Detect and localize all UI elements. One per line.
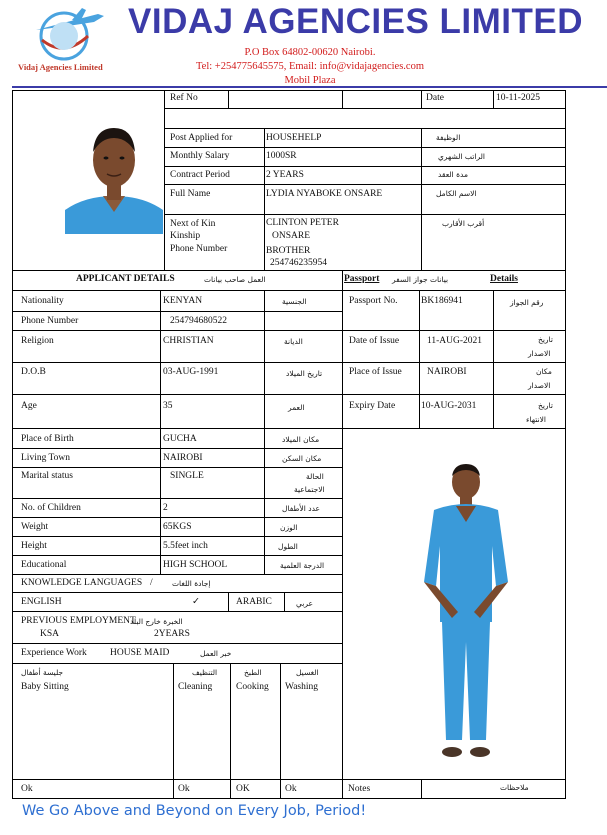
passport-no-label: Passport No.	[349, 296, 398, 306]
date-value: 10-11-2025	[496, 93, 540, 103]
ref-no-label: Ref No	[170, 93, 198, 103]
expiry-label: Expiry Date	[349, 401, 396, 411]
expiry-ar: تاريخ	[538, 401, 553, 410]
children-label: No. of Children	[21, 503, 81, 513]
passport-title: Passport	[344, 274, 380, 284]
salary-value: 1000SR	[266, 151, 297, 161]
washing-label: Washing	[285, 682, 319, 692]
full-name-value: LYDIA NYABOKE ONSARE	[266, 189, 383, 199]
kin-name-1: CLINTON PETER	[266, 218, 339, 228]
weight-label: Weight	[21, 522, 49, 532]
passport-no-ar: رقم الجواز	[510, 298, 544, 307]
nationality-ar: الجنسية	[282, 297, 307, 306]
logo-caption: Vidaj Agencies Limited	[18, 62, 103, 72]
applicant-details-ar: العمل صاحب بيانات	[204, 275, 266, 284]
prev-employment-country: KSA	[40, 629, 60, 639]
applicant-portrait-photo	[65, 112, 163, 234]
marital-label: Marital status	[21, 471, 73, 481]
issue-place-value: NAIROBI	[427, 367, 467, 377]
cleaning-result: Ok	[178, 784, 190, 794]
religion-label: Religion	[21, 336, 54, 346]
birthplace-label: Place of Birth	[21, 434, 74, 444]
cleaning-label: Cleaning	[178, 682, 213, 692]
expiry-value: 10-AUG-2031	[421, 401, 477, 411]
birthplace-value: GUCHA	[163, 434, 197, 444]
contract-value: 2 YEARS	[266, 170, 304, 180]
notes-ar: ملاحظات	[500, 783, 529, 792]
footer-tagline: We Go Above and Beyond on Every Job, Period!	[22, 803, 367, 819]
company-address: P.O Box 64802-00620 Nairobi.	[244, 47, 376, 58]
religion-ar: الديانة	[284, 337, 303, 346]
weight-ar: الوزن	[280, 523, 298, 532]
religion-value: CHRISTIAN	[163, 336, 214, 346]
washing-result: Ok	[285, 784, 297, 794]
children-ar: عدد الأطفال	[282, 504, 320, 513]
post-value: HOUSEHELP	[266, 133, 322, 143]
passport-no-value: BK186941	[421, 296, 463, 306]
languages-slash: /	[150, 578, 153, 588]
issue-date-value: 11-AUG-2021	[427, 336, 483, 346]
issue-date-label: Date of Issue	[349, 336, 400, 346]
height-ar: الطول	[278, 542, 298, 551]
nationality-label: Nationality	[21, 296, 64, 306]
company-name: VIDAJ AGENCIES LIMITED	[128, 2, 584, 41]
kin-label: Next of Kin	[170, 219, 216, 229]
age-ar: العمر	[288, 403, 305, 412]
date-label: Date	[426, 93, 444, 103]
kin-phone: 254746235954	[270, 258, 327, 268]
cooking-label: Cooking	[236, 682, 269, 692]
children-value: 2	[163, 503, 168, 513]
age-value: 35	[163, 401, 173, 411]
marital-ar-2: الاجتماعية	[294, 485, 325, 494]
education-label: Educational	[21, 560, 67, 570]
prev-employment-label: PREVIOUS EMPLOYMENT	[21, 616, 136, 626]
dob-value: 03-AUG-1991	[163, 367, 219, 377]
plane-globe-icon	[28, 6, 108, 62]
full-name-ar: الاسم الكامل	[436, 189, 477, 198]
expiry-ar-2: الانتهاء	[526, 415, 546, 424]
weight-value: 65KGS	[163, 522, 192, 532]
notes-label: Notes	[348, 784, 371, 794]
experience-work-label: Experience Work	[21, 648, 87, 658]
contract-label: Contract Period	[170, 170, 230, 180]
languages-ar: إجادة اللغات	[172, 579, 211, 588]
contract-ar: مدة العقد	[438, 170, 468, 179]
kin-name-2: ONSARE	[272, 231, 311, 241]
marital-value: SINGLE	[170, 471, 204, 481]
washing-ar: الغسيل	[296, 668, 319, 677]
height-value: 5.5feet inch	[163, 541, 208, 551]
arabic-label: ARABIC	[236, 597, 272, 607]
cooking-ar: الطبخ	[244, 668, 262, 677]
experience-work-ar: خبر العمل	[200, 649, 232, 658]
baby-sitting-result: Ok	[21, 784, 33, 794]
issue-date-ar: تاريخ	[538, 335, 553, 344]
kinship-label: Kinship	[170, 231, 201, 241]
cleaning-ar: التنظيف	[192, 668, 218, 677]
education-ar: الدرجة العلمية	[280, 561, 325, 570]
issue-date-ar-2: الاصدار	[528, 349, 551, 358]
arabic-ar: عربي	[296, 599, 313, 608]
baby-sitting-ar: جليسة أطفال	[21, 668, 64, 677]
marital-ar: الحالة	[306, 472, 324, 481]
languages-label: KNOWLEDGE LANGUAGES	[21, 578, 143, 588]
passport-ar: بيانات جواز السفر	[392, 275, 449, 284]
prev-employment-ar: الخبرة خارج البلد	[130, 617, 183, 626]
company-location: Mobil Plaza	[284, 75, 336, 86]
kin-relation: BROTHER	[266, 246, 311, 256]
full-name-label: Full Name	[170, 189, 211, 199]
post-label: Post Applied for	[170, 133, 233, 143]
salary-ar: الراتب الشهري	[438, 152, 485, 161]
phone-label: Phone Number	[21, 316, 79, 326]
living-town-label: Living Town	[21, 453, 71, 463]
living-town-ar: مكان السكن	[282, 454, 322, 463]
post-ar: الوظيفة	[436, 133, 461, 142]
baby-sitting-label: Baby Sitting	[21, 682, 69, 692]
living-town-value: NAIROBI	[163, 453, 203, 463]
company-contact: Tel: +254775645575, Email: info@vidajagencies.com	[195, 61, 425, 72]
english-label: ENGLISH	[21, 597, 62, 607]
education-value: HIGH SCHOOL	[163, 560, 228, 570]
birthplace-ar: مكان الميلاد	[282, 435, 320, 444]
dob-label: D.O.B	[21, 367, 46, 377]
experience-work-value: HOUSE MAID	[110, 648, 170, 658]
dob-ar: تاريخ الميلاد	[286, 369, 323, 378]
applicant-details-title: APPLICANT DETAILS	[76, 274, 175, 284]
applicant-fullbody-photo	[412, 462, 520, 772]
kin-phone-label: Phone Number	[170, 244, 228, 254]
cooking-result: OK	[236, 784, 250, 794]
salary-label: Monthly Salary	[170, 151, 230, 161]
issue-place-ar: مكان	[536, 367, 552, 376]
kin-ar: أقرب الأقارب	[442, 219, 485, 228]
english-check-icon: ✓	[192, 596, 200, 607]
company-logo	[28, 6, 108, 62]
prev-employment-years: 2YEARS	[154, 629, 190, 639]
nationality-value: KENYAN	[163, 296, 203, 306]
height-label: Height	[21, 541, 47, 551]
details-title: Details	[490, 274, 518, 284]
header-rule	[12, 86, 607, 88]
issue-place-label: Place of Issue	[349, 367, 402, 377]
phone-value: 254794680522	[170, 316, 227, 326]
issue-place-ar-2: الاصدار	[528, 381, 551, 390]
age-label: Age	[21, 401, 37, 411]
